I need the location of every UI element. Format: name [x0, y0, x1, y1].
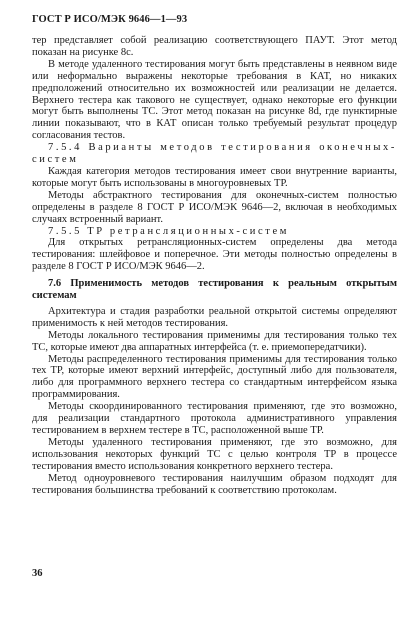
paragraph: Метод одноуровневого тестирования наилучшим образом подходят для тестирования большинства требований к соответствию протоколам. [32, 472, 397, 496]
paragraph: Для открытых ретрансляционных-систем определены два метода тестирования: шлейфовое и поперечное. Эти методы полностью определены в разделе 8 ГОСТ Р ИСО/МЭК 9646—2. [32, 237, 397, 273]
paragraph: Методы абстрактного тестирования для оконечных-систем полностью определены в разделе 8 ГОСТ Р ИСО/МЭК 9646—2, включая в необходимых случаях встроенный вариант. [32, 189, 397, 225]
paragraph: Методы удаленного тестирования применяют, где это возможно, для использования некоторых функций ТС с целью контроля ТР в процессе тестирования вместо использования конкретного верхнего тестера. [32, 436, 397, 472]
section-heading-7-5-4: 7.5.4 Варианты методов тестирования оконечных-систем [32, 142, 397, 166]
section-heading-7-6: 7.6 Применимость методов тестирования к реальным открытым системам [32, 278, 397, 302]
paragraph: Каждая категория методов тестирования имеет свои внутренние варианты, которые могут быть использованы в многоуровневых ТР. [32, 165, 397, 189]
paragraph: В методе удаленного тестирования могут быть представлены в неявном виде или неформально выражены некоторые требования в КАТ, но никаких предположений относительно их возможностей или реализации не делается. Верхнего тестера как такового не существует, однако некоторые его функции могут быть выполнены ТС. Этот метод показан на рисунке 8d, где пунктирные линии показывают, что в КАТ описан только требуемый результат процедур согласования тестов. [32, 58, 397, 142]
paragraph: Архитектура и стадия разработки реальной открытой системы определяют применимость к ней методов тестирования. [32, 305, 397, 329]
page-header: ГОСТ Р ИСО/МЭК 9646—1—93 [32, 14, 188, 25]
paragraph: Методы локального тестирования применимы для тестирования только тех ТС, которые имеют два аппаратных интерфейса (т. е. приемопередатчики). [32, 329, 397, 353]
paragraph: Методы распределенного тестирования применимы для тестирования только тех ТР, которые имеют верхний интерфейс, доступный либо для пользователя, либо для программного верхнего тестера со стандартным интерфейсом языка программирования. [32, 353, 397, 401]
document-body [32, 35, 397, 496]
paragraph: Методы скоординированного тестирования применяют, где это возможно, для реализации стандартного протокола административного управления тестированием в верхнем тестере в ТС, расположенной выше ТР. [32, 401, 397, 436]
paragraph: тер представляет собой реализацию соответствующего ПАУТ. Этот метод показан на рисунке 8с. [32, 35, 397, 58]
section-heading-7-5-5: 7.5.5 ТР ретрансляционных-систем [48, 225, 289, 237]
page-number: 36 [32, 568, 43, 579]
